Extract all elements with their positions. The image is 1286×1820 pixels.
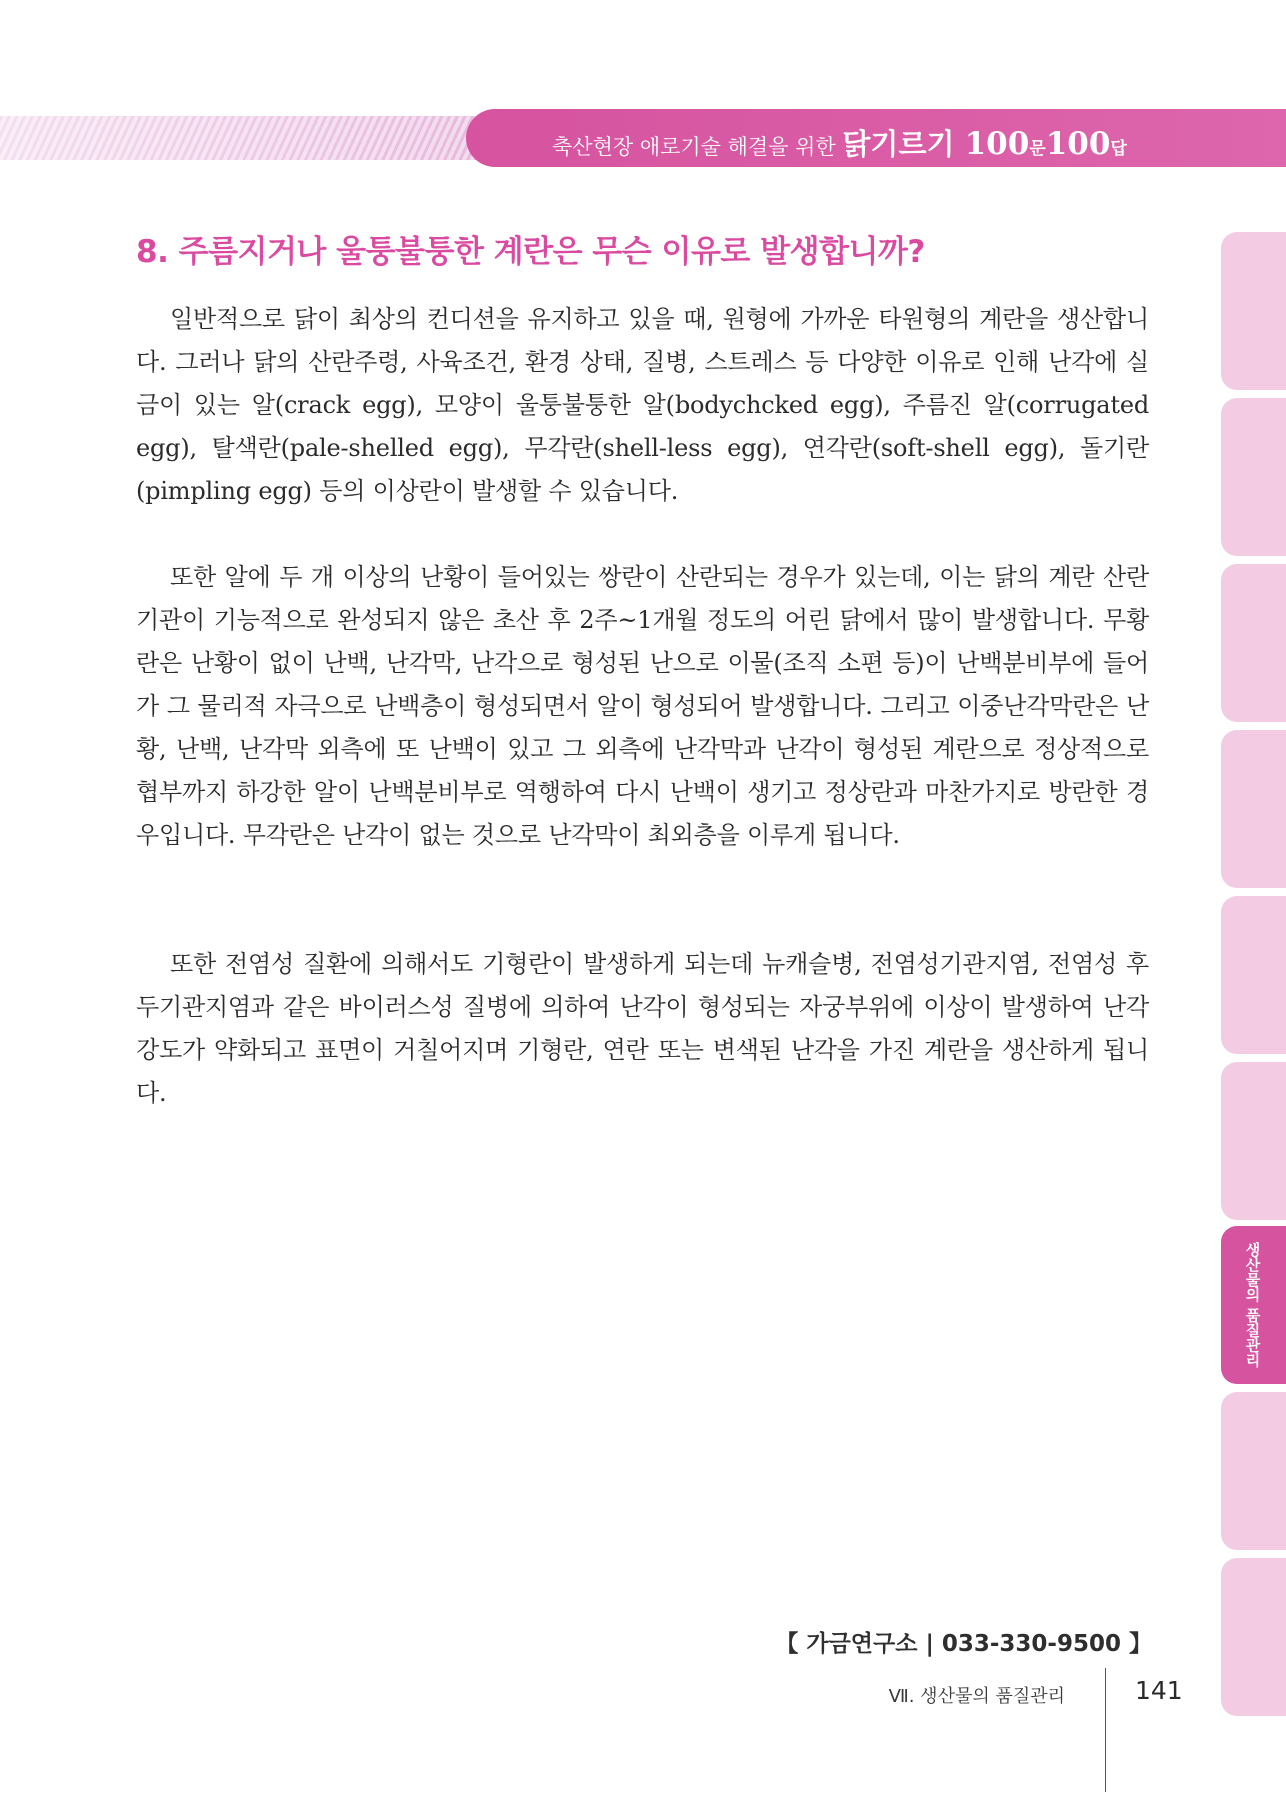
page-number: 141 <box>1135 1676 1183 1705</box>
header-stripe-decoration <box>0 116 520 160</box>
chapter-tab-4[interactable] <box>1221 730 1286 888</box>
chapter-tab-6[interactable] <box>1221 1062 1286 1220</box>
header-number-2: 100 <box>1045 126 1111 162</box>
chapter-tab-2[interactable] <box>1221 398 1286 556</box>
body-paragraph-1: 일반적으로 닭이 최상의 컨디션을 유지하고 있을 때, 원형에 가까운 타원형의 계란을 생산합니다. 그러나 닭의 산란주령, 사육조건, 환경 상태, 질병, 스트레스 등 다양한 이유로 인해 난각에 실금이 있는 알(crack egg), 모양이 울퉁불퉁한 알(bodychcked egg), 주름진 알(corrugated egg), 탈색란(pale-shelled egg), 무각란(shell-less egg), 연각란(soft-shell egg), 돌기란(pimpling egg) 등의 이상란이 발생할 수 있습니다. <box>136 305 1149 505</box>
chapter-tab-5[interactable] <box>1221 896 1286 1054</box>
chapter-footer: Ⅶ. 생산물의 품질관리 <box>888 1686 1065 1707</box>
header-lead-text: 축산현장 애로기술 해결을 위한 <box>552 135 843 159</box>
chapter-tab-8[interactable] <box>1221 1392 1286 1550</box>
body-paragraph-3: 또한 전염성 질환에 의해서도 기형란이 발생하게 되는데 뉴캐슬병, 전염성기관지염, 전염성 후두기관지염과 같은 바이러스성 질병에 의하여 난각이 형성되는 자궁부위에 이상이 발생하여 난각 강도가 약화되고 표면이 거칠어지며 기형란, 연란 또는 변색된 난각을 가진 계란을 생산하게 됩니다. <box>136 950 1149 1107</box>
body-paragraph-2: 또한 알에 두 개 이상의 난황이 들어있는 쌍란이 산란되는 경우가 있는데, 이는 닭의 계란 산란기관이 기능적으로 완성되지 않은 초산 후 2주~1개월 정도의 어린 닭에서 많이 발생합니다. 무황란은 난황이 없이 난백, 난각막, 난각으로 형성된 난으로 이물(조직 소편 등)이 난백분비부에 들어가 그 물리적 자극으로 난백층이 형성되면서 알이 형성되어 발생합니다. 그리고 이중난각막란은 난황, 난백, 난각막 외측에 또 난백이 있고 그 외측에 난각막과 난각이 형성된 계란으로 정상적으로 협부까지 하강한 알이 난백분비부로 역행하여 다시 난백이 생기고 정상란과 마찬가지로 방란한 경우입니다. 무각란은 난각이 없는 것으로 난각막이 최외층을 이루게 됩니다. <box>136 563 1149 849</box>
footer-divider <box>1105 1668 1106 1792</box>
header-book-title: 닭기르기 <box>842 127 965 161</box>
header-unit-1: 문 <box>1029 139 1046 159</box>
header-number-1: 100 <box>964 126 1030 162</box>
running-header <box>552 122 1127 163</box>
chapter-tab-1[interactable] <box>1221 232 1286 390</box>
chapter-tab-7-label: 생산물의 품질관리 <box>1243 1242 1262 1368</box>
institute-contact: 【 가금연구소 | 033-330-9500 】 <box>775 1631 1152 1657</box>
chapter-tab-3[interactable] <box>1221 564 1286 722</box>
chapter-tab-9[interactable] <box>1221 1558 1286 1716</box>
question-title: 8. 주름지거나 울퉁불퉁한 계란은 무슨 이유로 발생합니까? <box>136 234 925 270</box>
header-unit-2: 답 <box>1110 139 1127 159</box>
